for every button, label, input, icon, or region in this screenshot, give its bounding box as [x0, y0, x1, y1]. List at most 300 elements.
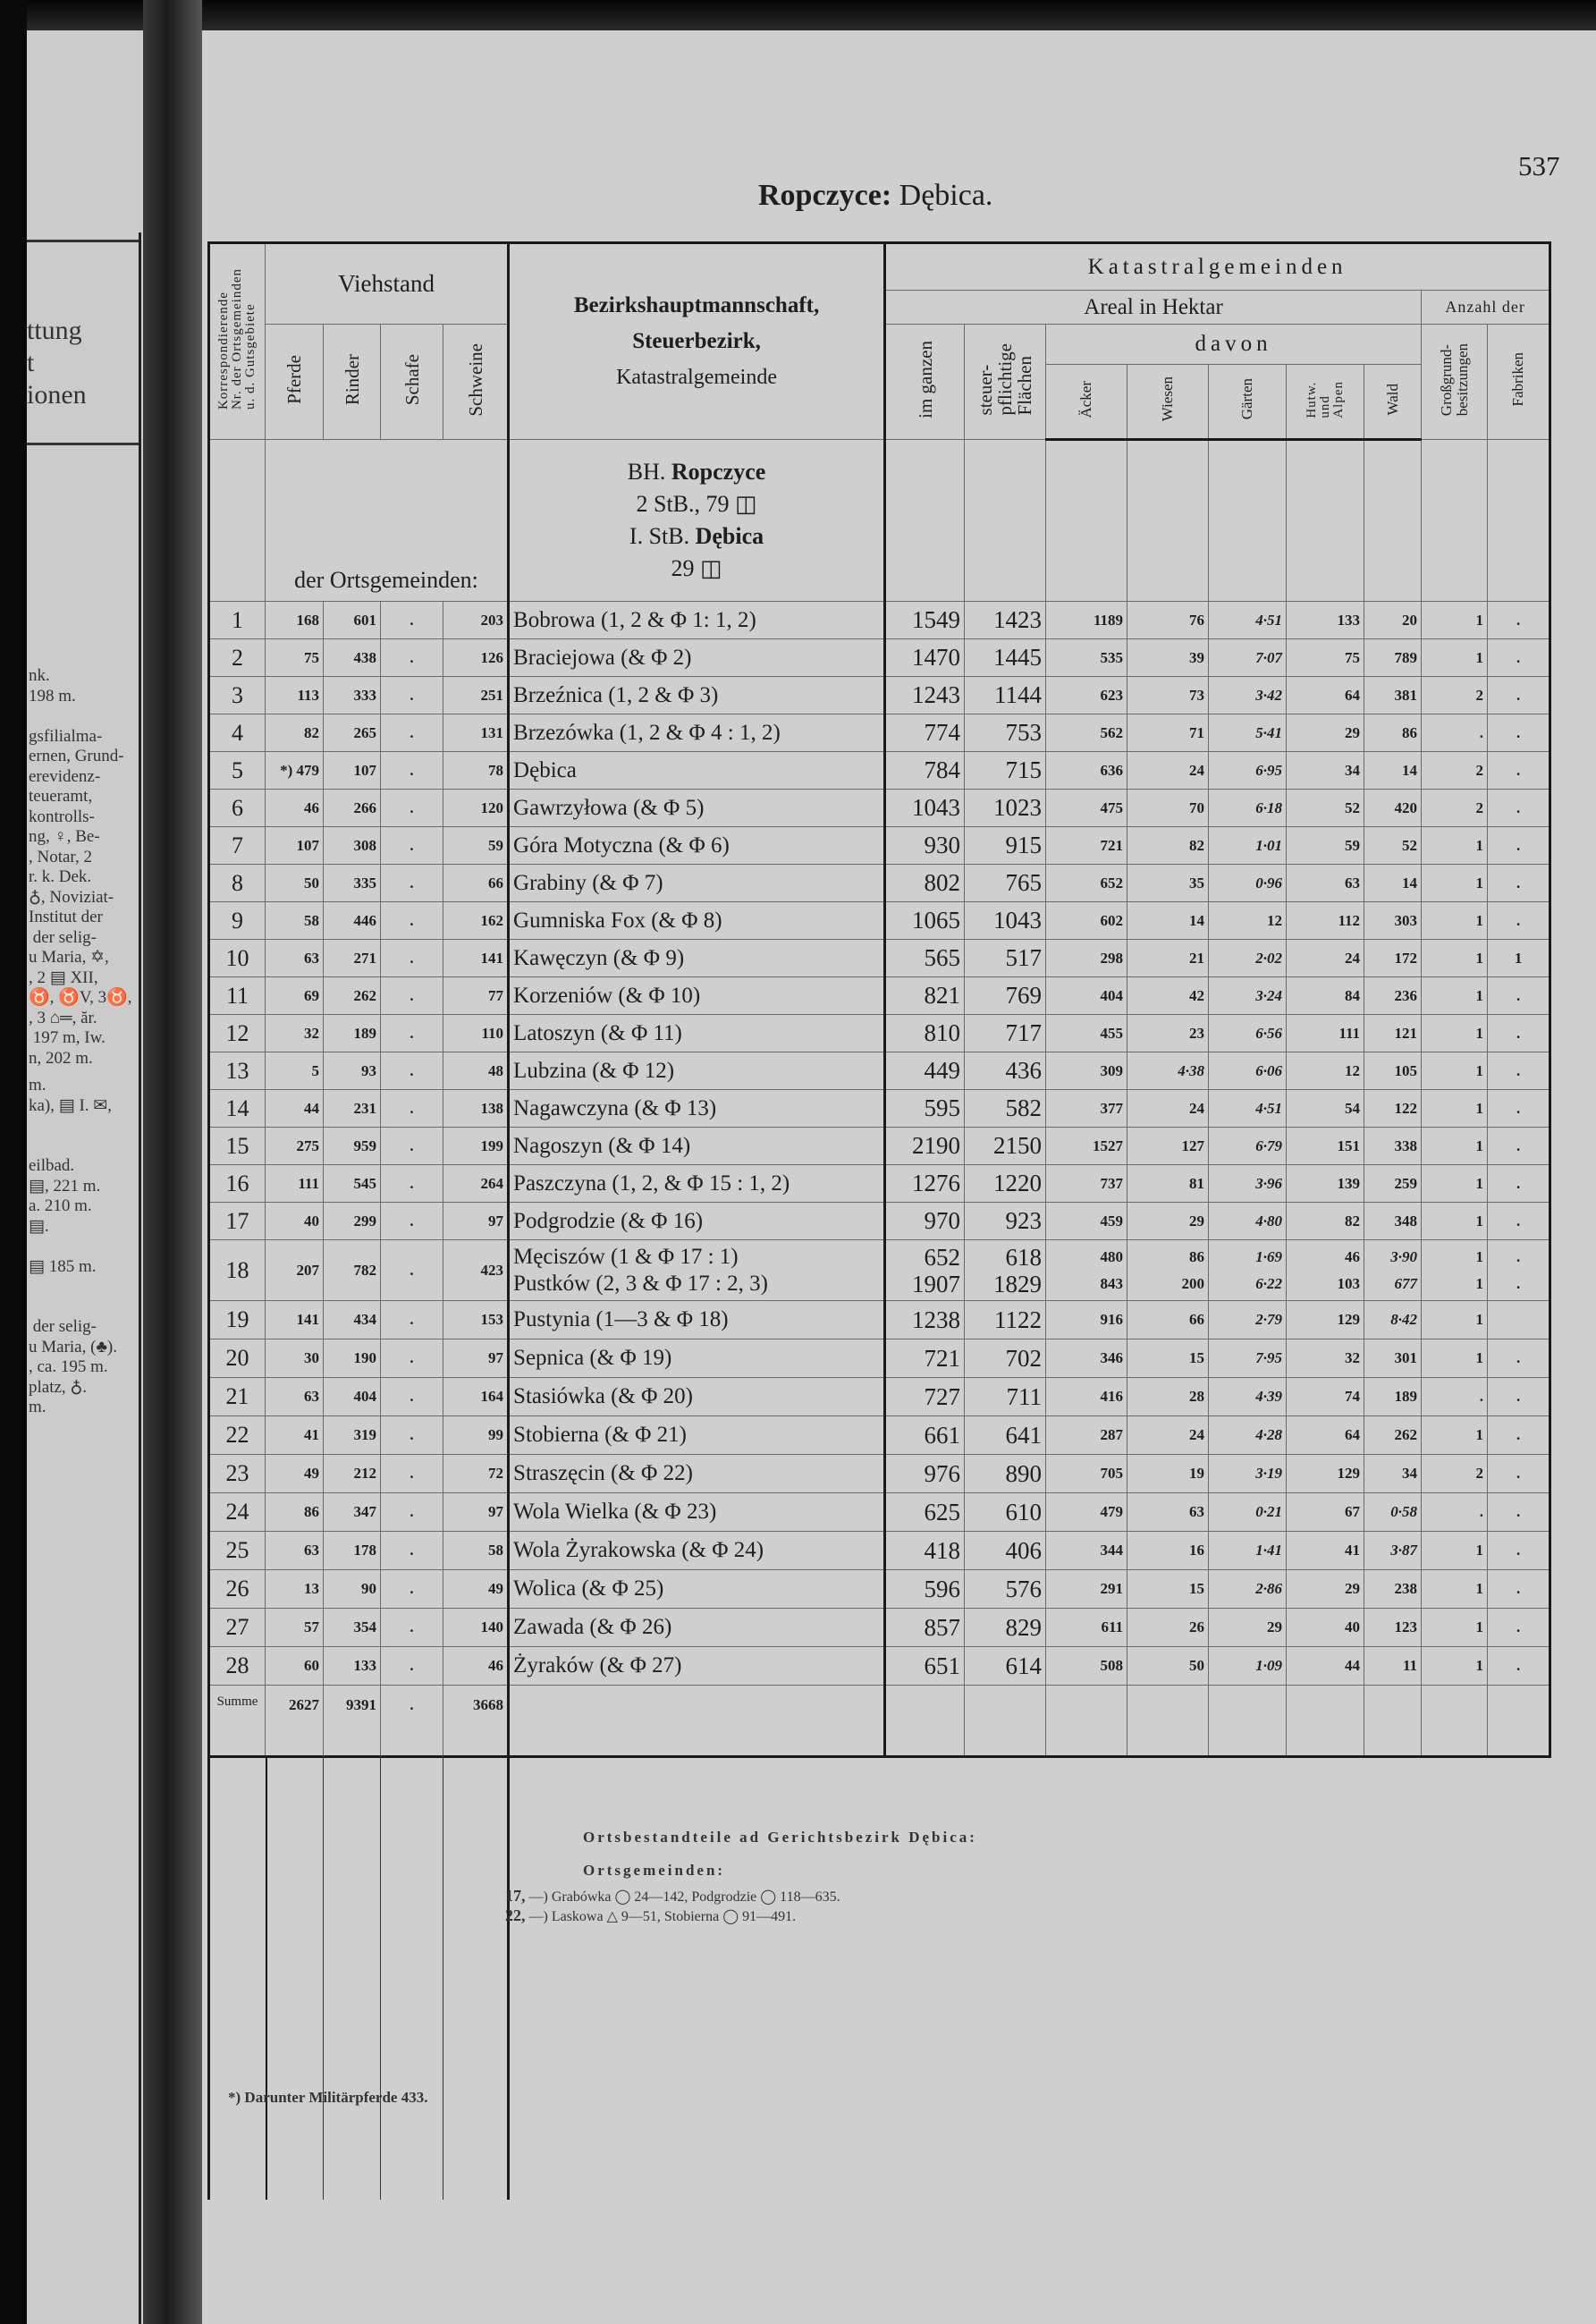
cell-schweine: 99: [443, 1416, 509, 1455]
cell-rinder: 266: [324, 790, 381, 827]
cell-wald: 238: [1364, 1570, 1422, 1609]
cell-acker: 344: [1046, 1532, 1127, 1570]
cell-schweine: 164: [443, 1378, 509, 1416]
cell-name: Kawęczyn (& Φ 9): [509, 940, 885, 977]
cell-wiesen: 127: [1127, 1128, 1209, 1165]
cell-grossgrund: 1: [1422, 1416, 1488, 1455]
table-row: [209, 714, 1550, 752]
cell-rinder: 190: [324, 1339, 381, 1378]
cell-grossgrund: .: [1422, 1493, 1488, 1532]
cell-im-ganzen: 727: [885, 1378, 965, 1416]
cell-schweine: 120: [443, 790, 509, 827]
cell-schweine: 264: [443, 1165, 509, 1203]
table-row: [209, 1203, 1550, 1240]
cell-acker: 652: [1046, 865, 1127, 902]
cell-schafe: .: [381, 1455, 443, 1493]
table-row: [209, 1455, 1550, 1493]
cell-wiesen: 15: [1127, 1339, 1209, 1378]
cell-grossgrund: 1: [1422, 602, 1488, 639]
cell-steuerpflichtig: 618 1829: [965, 1240, 1046, 1301]
title-subdistrict: Dębica.: [899, 179, 993, 212]
cell-fabriken: .: [1488, 639, 1550, 677]
cell-wald: 262: [1364, 1416, 1422, 1455]
cell-im-ganzen: 652 1907: [885, 1240, 965, 1301]
cell-nr: 22: [209, 1416, 266, 1455]
table-row: [209, 977, 1550, 1015]
cell-fabriken: .: [1488, 1052, 1550, 1090]
table-row: [209, 827, 1550, 865]
cell-fabriken: .: [1488, 677, 1550, 714]
cell-rinder: 404: [324, 1378, 381, 1416]
cell-nr: 1: [209, 602, 266, 639]
cell-hutweiden: 29: [1287, 1570, 1364, 1609]
cell-rinder: 271: [324, 940, 381, 977]
cell-grossgrund: 1: [1422, 1090, 1488, 1128]
summe-schafe: .: [381, 1686, 443, 1757]
cell-wiesen: 71: [1127, 714, 1209, 752]
cell-garten: 3·42: [1209, 677, 1287, 714]
cell-grossgrund: 1: [1422, 1570, 1488, 1609]
cell-name: Stasiówka (& Φ 20): [509, 1378, 885, 1416]
cell-fabriken: 1: [1488, 940, 1550, 977]
cell-garten: 1·09: [1209, 1647, 1287, 1686]
cell-schweine: 77: [443, 977, 509, 1015]
cell-pferde: 49: [266, 1455, 324, 1493]
cell-rinder: 319: [324, 1416, 381, 1455]
cell-name: Nagoszyn (& Φ 14): [509, 1128, 885, 1165]
cell-hutweiden: 112: [1287, 902, 1364, 940]
footnote-military-horses: *) Darunter Militärpferde 433.: [228, 2089, 428, 2106]
cell-wald: 301: [1364, 1339, 1422, 1378]
cell-schweine: 199: [443, 1128, 509, 1165]
cell-acker: 611: [1046, 1609, 1127, 1647]
cell-rinder: 438: [324, 639, 381, 677]
cell-fabriken: .: [1488, 902, 1550, 940]
cell-name: Męciszów (1 & Φ 17 : 1) Pustków (2, 3 & Φ 17 : 2, 3): [509, 1240, 885, 1301]
cell-pferde: 44: [266, 1090, 324, 1128]
cell-acker: 298: [1046, 940, 1127, 977]
cell-fabriken: [1488, 1301, 1550, 1339]
cell-wiesen: 14: [1127, 902, 1209, 940]
table-row: [209, 1493, 1550, 1532]
cell-nr: 23: [209, 1455, 266, 1493]
cell-wald: 11: [1364, 1647, 1422, 1686]
cell-fabriken: .: [1488, 752, 1550, 790]
header-schweine: Schweine: [443, 325, 509, 440]
header-davon: davon: [1046, 325, 1422, 365]
cell-grossgrund: 2: [1422, 790, 1488, 827]
cell-grossgrund: .: [1422, 1378, 1488, 1416]
cell-name: Latoszyn (& Φ 11): [509, 1015, 885, 1052]
cell-acker: 346: [1046, 1339, 1127, 1378]
cell-hutweiden: 74: [1287, 1378, 1364, 1416]
cell-nr: 13: [209, 1052, 266, 1090]
cell-pferde: 5: [266, 1052, 324, 1090]
cell-name: Wola Żyrakowska (& Φ 24): [509, 1532, 885, 1570]
cell-fabriken: .: [1488, 1647, 1550, 1686]
cell-nr: 11: [209, 977, 266, 1015]
cell-steuerpflichtig: 1445: [965, 639, 1046, 677]
cell-steuerpflichtig: 610: [965, 1493, 1046, 1532]
cell-hutweiden: 32: [1287, 1339, 1364, 1378]
cell-nr: 3: [209, 677, 266, 714]
cell-pferde: 30: [266, 1339, 324, 1378]
cell-pferde: 50: [266, 865, 324, 902]
cell-nr: 9: [209, 902, 266, 940]
column-rule: [323, 1755, 324, 2200]
cell-grossgrund: 2: [1422, 1455, 1488, 1493]
header-grossgrund: Großgrund- besitzungen: [1422, 325, 1488, 440]
cell-im-ganzen: 821: [885, 977, 965, 1015]
cell-rinder: 262: [324, 977, 381, 1015]
cell-garten: 0·21: [1209, 1493, 1287, 1532]
cell-fabriken: .: [1488, 865, 1550, 902]
cell-steuerpflichtig: 715: [965, 752, 1046, 790]
cell-name: Dębica: [509, 752, 885, 790]
table-row: [209, 865, 1550, 902]
cell-rinder: 434: [324, 1301, 381, 1339]
cell-grossgrund: 1: [1422, 865, 1488, 902]
cell-schafe: .: [381, 1416, 443, 1455]
cell-nr: 28: [209, 1647, 266, 1686]
cell-im-ganzen: 1065: [885, 902, 965, 940]
cell-fabriken: .: [1488, 1416, 1550, 1455]
cell-wiesen: 86 200: [1127, 1240, 1209, 1301]
cell-steuerpflichtig: 614: [965, 1647, 1046, 1686]
cell-schafe: .: [381, 865, 443, 902]
cell-nr: 12: [209, 1015, 266, 1052]
cell-schweine: 131: [443, 714, 509, 752]
cell-schweine: 153: [443, 1301, 509, 1339]
cell-acker: 705: [1046, 1455, 1127, 1493]
cell-wald: 3·90 677: [1364, 1240, 1422, 1301]
cell-wiesen: 28: [1127, 1378, 1209, 1416]
header-areal: Areal in Hektar: [885, 291, 1422, 325]
cell-pferde: 69: [266, 977, 324, 1015]
cell-steuerpflichtig: 711: [965, 1378, 1046, 1416]
table-row: [209, 1052, 1550, 1090]
cell-garten: 4·51: [1209, 1090, 1287, 1128]
cell-schafe: .: [381, 827, 443, 865]
cell-pferde: 41: [266, 1416, 324, 1455]
cell-steuerpflichtig: 1122: [965, 1301, 1046, 1339]
cell-grossgrund: 1: [1422, 1647, 1488, 1686]
cell-schafe: .: [381, 752, 443, 790]
cell-garten: 3·19: [1209, 1455, 1287, 1493]
cell-pferde: 82: [266, 714, 324, 752]
cell-schafe: .: [381, 602, 443, 639]
cell-rinder: 347: [324, 1493, 381, 1532]
cell-schafe: .: [381, 1090, 443, 1128]
cell-acker: 287: [1046, 1416, 1127, 1455]
table-row: [209, 1090, 1550, 1128]
cell-wald: 123: [1364, 1609, 1422, 1647]
summe-schweine: 3668: [443, 1686, 509, 1757]
cell-name: Brzeźnica (1, 2 & Φ 3): [509, 677, 885, 714]
cell-schweine: 141: [443, 940, 509, 977]
cell-grossgrund: 2: [1422, 677, 1488, 714]
cell-schafe: .: [381, 1609, 443, 1647]
cell-wiesen: 35: [1127, 865, 1209, 902]
cell-name: Pustynia (1—3 & Φ 18): [509, 1301, 885, 1339]
cell-pferde: 107: [266, 827, 324, 865]
cell-acker: 404: [1046, 977, 1127, 1015]
header-im-ganzen: im ganzen: [885, 325, 965, 440]
header-fabriken: Fabriken: [1488, 325, 1550, 440]
cell-pferde: 75: [266, 639, 324, 677]
cell-acker: 508: [1046, 1647, 1127, 1686]
cell-wiesen: 26: [1127, 1609, 1209, 1647]
cell-name: Nagawczyna (& Φ 13): [509, 1090, 885, 1128]
cell-schweine: 162: [443, 902, 509, 940]
cell-fabriken: .: [1488, 1203, 1550, 1240]
cell-hutweiden: 12: [1287, 1052, 1364, 1090]
cell-wiesen: 21: [1127, 940, 1209, 977]
cell-schafe: .: [381, 790, 443, 827]
cell-schweine: 423: [443, 1240, 509, 1301]
cell-im-ganzen: 1470: [885, 639, 965, 677]
cell-nr: 14: [209, 1090, 266, 1128]
cell-schafe: .: [381, 1015, 443, 1052]
cell-hutweiden: 133: [1287, 602, 1364, 639]
cell-rinder: 231: [324, 1090, 381, 1128]
cell-im-ganzen: 1243: [885, 677, 965, 714]
cell-rinder: 601: [324, 602, 381, 639]
cell-name: Brzezówka (1, 2 & Φ 4 : 1, 2): [509, 714, 885, 752]
cell-im-ganzen: 1238: [885, 1301, 965, 1339]
cell-im-ganzen: 596: [885, 1570, 965, 1609]
cell-grossgrund: 2: [1422, 752, 1488, 790]
previous-page-border: [139, 232, 141, 2324]
cell-name: Zawada (& Φ 26): [509, 1609, 885, 1647]
cell-hutweiden: 63: [1287, 865, 1364, 902]
footnote-ortsgemeinden: Ortsgemeinden:: [583, 1862, 726, 1879]
cell-wald: 789: [1364, 639, 1422, 677]
cell-fabriken: .: [1488, 1532, 1550, 1570]
cell-hutweiden: 64: [1287, 677, 1364, 714]
cell-nr: 15: [209, 1128, 266, 1165]
cell-schafe: .: [381, 1203, 443, 1240]
cell-schweine: 138: [443, 1090, 509, 1128]
table-row: [209, 639, 1550, 677]
cell-fabriken: .: [1488, 1455, 1550, 1493]
cell-schafe: .: [381, 1493, 443, 1532]
cell-wiesen: 39: [1127, 639, 1209, 677]
cell-pferde: 58: [266, 902, 324, 940]
cell-grossgrund: 1: [1422, 1532, 1488, 1570]
cell-fabriken: .: [1488, 977, 1550, 1015]
previous-page-text: m. ka), ▤ I. ✉, eilbad. ▤, 221 m. a. 210 m. ▤. ▤ 185 m. der selig- u Maria, (♣). , ca. 195 m. platz, ♁. m.: [29, 1076, 117, 1416]
cell-rinder: 90: [324, 1570, 381, 1609]
cell-grossgrund: 1: [1422, 1052, 1488, 1090]
cell-hutweiden: 46 103: [1287, 1240, 1364, 1301]
cell-schweine: 251: [443, 677, 509, 714]
cell-schweine: 78: [443, 752, 509, 790]
header-garten: Gärten: [1209, 365, 1287, 440]
cell-schafe: .: [381, 1240, 443, 1301]
cell-garten: 2·79: [1209, 1301, 1287, 1339]
cell-hutweiden: 129: [1287, 1301, 1364, 1339]
cell-wald: 105: [1364, 1052, 1422, 1090]
cell-nr: 10: [209, 940, 266, 977]
cell-garten: 7·95: [1209, 1339, 1287, 1378]
cell-rinder: 333: [324, 677, 381, 714]
cell-schweine: 140: [443, 1609, 509, 1647]
cell-wiesen: 73: [1127, 677, 1209, 714]
cell-schweine: 110: [443, 1015, 509, 1052]
cell-fabriken: .: [1488, 1493, 1550, 1532]
cell-schweine: 49: [443, 1570, 509, 1609]
cell-name: Straszęcin (& Φ 22): [509, 1455, 885, 1493]
cell-grossgrund: 1: [1422, 1165, 1488, 1203]
cell-acker: 1527: [1046, 1128, 1127, 1165]
table-row: [209, 1416, 1550, 1455]
cell-garten: 2·02: [1209, 940, 1287, 977]
cell-name: Grabiny (& Φ 7): [509, 865, 885, 902]
table-row: [209, 1301, 1550, 1339]
cell-im-ganzen: 2190: [885, 1128, 965, 1165]
cell-wiesen: 24: [1127, 752, 1209, 790]
cell-fabriken: .: [1488, 1378, 1550, 1416]
cell-grossgrund: 1: [1422, 639, 1488, 677]
cell-wald: 420: [1364, 790, 1422, 827]
table-row: [209, 1240, 1550, 1301]
cell-fabriken: .: [1488, 1165, 1550, 1203]
cell-steuerpflichtig: 890: [965, 1455, 1046, 1493]
cell-steuerpflichtig: 1220: [965, 1165, 1046, 1203]
cell-rinder: 446: [324, 902, 381, 940]
cell-pferde: *) 479: [266, 752, 324, 790]
cell-acker: 535: [1046, 639, 1127, 677]
cell-grossgrund: 1: [1422, 1203, 1488, 1240]
header-wald: Wald: [1364, 365, 1422, 440]
cell-garten: 1·41: [1209, 1532, 1287, 1570]
cell-wald: 3·87: [1364, 1532, 1422, 1570]
cell-grossgrund: 1: [1422, 940, 1488, 977]
cell-steuerpflichtig: 769: [965, 977, 1046, 1015]
cell-hutweiden: 75: [1287, 639, 1364, 677]
cell-rinder: 545: [324, 1165, 381, 1203]
column-rule: [507, 1755, 510, 2200]
cell-nr: 25: [209, 1532, 266, 1570]
table-row: [209, 1609, 1550, 1647]
cell-steuerpflichtig: 1423: [965, 602, 1046, 639]
cell-name: Korzeniów (& Φ 10): [509, 977, 885, 1015]
cell-acker: 721: [1046, 827, 1127, 865]
table-row: [209, 1339, 1550, 1378]
cell-schweine: 203: [443, 602, 509, 639]
cell-wald: 34: [1364, 1455, 1422, 1493]
cell-acker: 416: [1046, 1378, 1127, 1416]
cell-acker: 455: [1046, 1015, 1127, 1052]
cell-im-ganzen: 970: [885, 1203, 965, 1240]
cell-garten: 1·01: [1209, 827, 1287, 865]
cell-rinder: 335: [324, 865, 381, 902]
cell-pferde: 63: [266, 1378, 324, 1416]
cell-schweine: 72: [443, 1455, 509, 1493]
cell-hutweiden: 54: [1287, 1090, 1364, 1128]
header-pferde: Pferde: [266, 325, 324, 440]
cell-wiesen: 4·38: [1127, 1052, 1209, 1090]
table-row: [209, 1015, 1550, 1052]
cell-steuerpflichtig: 406: [965, 1532, 1046, 1570]
cell-schafe: .: [381, 1052, 443, 1090]
cell-name: Żyraków (& Φ 27): [509, 1647, 885, 1686]
cell-im-ganzen: 976: [885, 1455, 965, 1493]
cell-pferde: 141: [266, 1301, 324, 1339]
cell-hutweiden: 129: [1287, 1455, 1364, 1493]
cell-schafe: .: [381, 1570, 443, 1609]
cell-schafe: .: [381, 677, 443, 714]
cell-name: Sepnica (& Φ 19): [509, 1339, 885, 1378]
cell-rinder: 354: [324, 1609, 381, 1647]
cell-hutweiden: 67: [1287, 1493, 1364, 1532]
cell-steuerpflichtig: 576: [965, 1570, 1046, 1609]
cell-wald: 303: [1364, 902, 1422, 940]
cell-fabriken: .: [1488, 1339, 1550, 1378]
table-row: [209, 602, 1550, 639]
cell-garten: 3·96: [1209, 1165, 1287, 1203]
cell-im-ganzen: 449: [885, 1052, 965, 1090]
cell-pferde: 32: [266, 1015, 324, 1052]
cell-rinder: 212: [324, 1455, 381, 1493]
cell-wald: 122: [1364, 1090, 1422, 1128]
cell-wald: 52: [1364, 827, 1422, 865]
cell-fabriken: .: [1488, 790, 1550, 827]
cell-acker: 916: [1046, 1301, 1127, 1339]
cell-steuerpflichtig: 582: [965, 1090, 1046, 1128]
cell-hutweiden: 111: [1287, 1015, 1364, 1052]
cell-acker: 636: [1046, 752, 1127, 790]
cell-grossgrund: 1: [1422, 1015, 1488, 1052]
cell-pferde: 46: [266, 790, 324, 827]
cell-schafe: .: [381, 977, 443, 1015]
cell-rinder: 178: [324, 1532, 381, 1570]
header-schafe: Schafe: [381, 325, 443, 440]
cell-wiesen: 24: [1127, 1416, 1209, 1455]
cell-schafe: .: [381, 1647, 443, 1686]
cell-nr: 16: [209, 1165, 266, 1203]
cell-garten: 0·96: [1209, 865, 1287, 902]
cell-grossgrund: 1: [1422, 1128, 1488, 1165]
cell-garten: 6·56: [1209, 1015, 1287, 1052]
cell-rinder: 133: [324, 1647, 381, 1686]
cell-garten: 2·86: [1209, 1570, 1287, 1609]
cell-hutweiden: 151: [1287, 1128, 1364, 1165]
cell-hutweiden: 52: [1287, 790, 1364, 827]
cell-wiesen: 42: [1127, 977, 1209, 1015]
cell-garten: 6·95: [1209, 752, 1287, 790]
cell-hutweiden: 84: [1287, 977, 1364, 1015]
cell-wiesen: 16: [1127, 1532, 1209, 1570]
cell-grossgrund: 1: [1422, 902, 1488, 940]
cell-name: Wolica (& Φ 25): [509, 1570, 885, 1609]
cell-acker: 480 843: [1046, 1240, 1127, 1301]
cell-nr: 24: [209, 1493, 266, 1532]
cell-schafe: .: [381, 1378, 443, 1416]
previous-page-rule: [27, 240, 139, 242]
cell-wald: 338: [1364, 1128, 1422, 1165]
cell-name: Braciejowa (& Φ 2): [509, 639, 885, 677]
page-number: 537: [1518, 150, 1560, 182]
cell-grossgrund: .: [1422, 714, 1488, 752]
page-title: [758, 179, 992, 213]
cell-schweine: 46: [443, 1647, 509, 1686]
district-heading: BH. Ropczyce 2 StB., 79 ◫ I. StB. Dębica 29 ◫: [509, 440, 885, 602]
cell-garten: 5·41: [1209, 714, 1287, 752]
statistics-table: [207, 241, 1551, 1758]
scan-top-border: [0, 0, 1596, 30]
